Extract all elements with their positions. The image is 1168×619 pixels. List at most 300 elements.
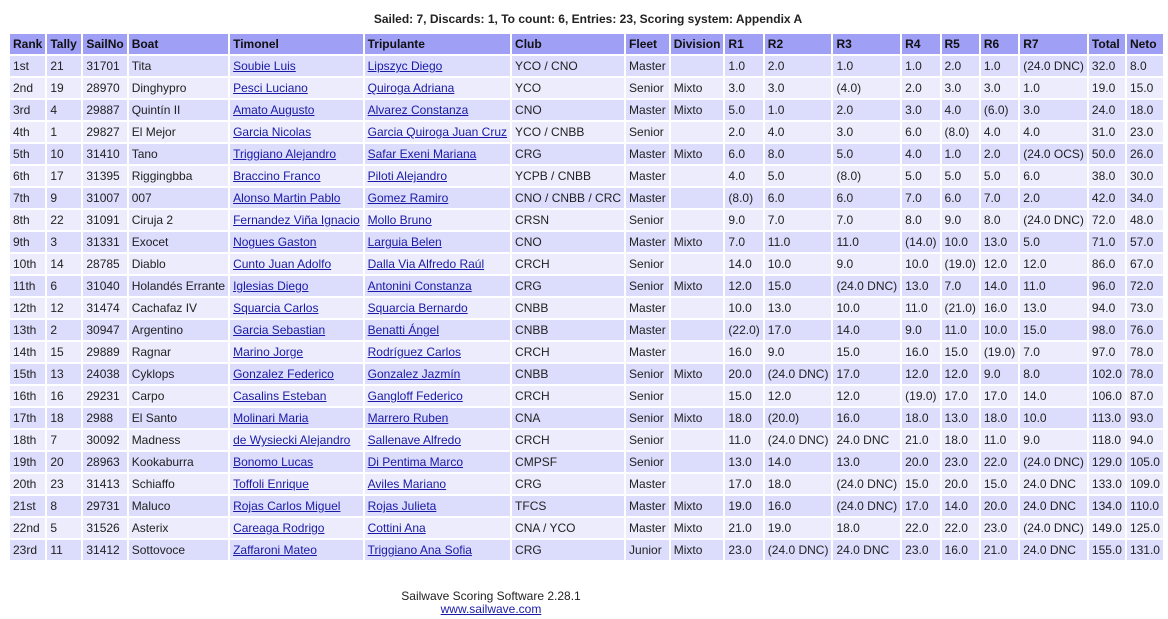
cell-r4: 6.0 (902, 122, 939, 142)
crew-link[interactable]: Mollo Bruno (367, 213, 432, 227)
helm-link[interactable]: Garcia Nicolas (233, 125, 312, 139)
cell-r2: 16.0 (765, 496, 832, 516)
cell-total: 133.0 (1089, 474, 1125, 494)
cell-neto: 109.0 (1127, 474, 1163, 494)
cell-boat: Schiaffo (129, 474, 228, 494)
cell-r2: (24.0 DNC) (765, 540, 832, 560)
cell-fleet: Master (626, 474, 669, 494)
table-row (10, 122, 1163, 142)
cell-rank: 21st (10, 496, 45, 516)
helm-link[interactable]: Zaffaroni Mateo (233, 543, 317, 557)
crew-link[interactable]: Benatti Ángel (367, 323, 440, 337)
cell-r5: 5.0 (942, 166, 979, 186)
helm-link[interactable]: Bonomo Lucas (233, 455, 314, 469)
cell-r7: (24.0 DNC) (1020, 518, 1087, 538)
cell-club: YCO / CNO (512, 56, 624, 76)
cell-r5: 14.0 (942, 496, 979, 516)
column-header-sailno: SailNo (83, 34, 126, 54)
cell-neto: 93.0 (1127, 408, 1163, 428)
crew-link[interactable]: Antonini Constanza (367, 279, 472, 293)
cell-r4: 7.0 (902, 188, 939, 208)
cell-r3: 15.0 (833, 342, 900, 362)
cell-r6: 9.0 (981, 364, 1018, 384)
column-header-total: Total (1089, 34, 1125, 54)
cell-timonel (230, 56, 363, 76)
cell-club: CNO / CNBB / CRC (512, 188, 624, 208)
cell-fleet: Senior (626, 254, 669, 274)
cell-r3: 24.0 DNC (833, 540, 900, 560)
cell-boat: 007 (129, 188, 228, 208)
cell-r6: 14.0 (981, 276, 1018, 296)
crew-link[interactable]: Larguia Belen (367, 235, 442, 249)
cell-tripulante (365, 364, 510, 384)
cell-r4: (19.0) (902, 386, 939, 406)
cell-neto: 18.0 (1127, 100, 1163, 120)
cell-r4: 4.0 (902, 144, 939, 164)
cell-rank: 10th (10, 254, 45, 274)
cell-r1: 6.0 (725, 144, 762, 164)
cell-tripulante (365, 474, 510, 494)
cell-fleet: Master (626, 496, 669, 516)
cell-r5: (21.0) (942, 298, 979, 318)
cell-r2: 4.0 (765, 122, 832, 142)
cell-neto: 8.0 (1127, 56, 1163, 76)
helm-link[interactable]: Molinari Maria (233, 411, 309, 425)
crew-link[interactable]: Gonzalez Jazmín (367, 367, 461, 381)
cell-sailno: 30947 (83, 320, 126, 340)
cell-r5: 22.0 (942, 518, 979, 538)
cell-sailno: 24038 (83, 364, 126, 384)
cell-rank: 17th (10, 408, 45, 428)
cell-timonel (230, 518, 363, 538)
crew-link[interactable]: Rojas Julieta (367, 499, 437, 513)
cell-rank: 23rd (10, 540, 45, 560)
cell-tripulante (365, 122, 510, 142)
cell-r2: 13.0 (765, 298, 832, 318)
cell-r4: 10.0 (902, 254, 939, 274)
cell-r1: 14.0 (725, 254, 762, 274)
cell-total: 98.0 (1089, 320, 1125, 340)
cell-r1: 4.0 (725, 166, 762, 186)
cell-r6: 7.0 (981, 188, 1018, 208)
cell-sailno: 31007 (83, 188, 126, 208)
cell-r2: 1.0 (765, 100, 832, 120)
cell-tally: 13 (47, 364, 81, 384)
crew-link[interactable]: Dalla Via Alfredo Raúl (367, 257, 485, 271)
helm-link[interactable]: Gonzalez Federico (233, 367, 334, 381)
cell-r7: 12.0 (1020, 254, 1087, 274)
header-row (10, 34, 1163, 54)
crew-link[interactable]: Aviles Mariano (367, 477, 447, 491)
cell-boat: Cyklops (129, 364, 228, 384)
table-row (10, 386, 1163, 406)
cell-r3: 16.0 (833, 408, 900, 428)
cell-tripulante (365, 408, 510, 428)
cell-tally: 18 (47, 408, 81, 428)
cell-neto: 30.0 (1127, 166, 1163, 186)
cell-club: CRCH (512, 386, 624, 406)
cell-club: CNA (512, 408, 624, 428)
cell-club: CNBB (512, 364, 624, 384)
cell-boat: Tano (129, 144, 228, 164)
cell-timonel (230, 298, 363, 318)
cell-sailno: 31091 (83, 210, 126, 230)
table-row (10, 188, 1163, 208)
crew-link[interactable]: Gomez Ramiro (367, 191, 449, 205)
table-row (10, 408, 1163, 428)
cell-club: CNBB (512, 298, 624, 318)
cell-rank: 7th (10, 188, 45, 208)
cell-r4: 16.0 (902, 342, 939, 362)
cell-fleet: Senior (626, 122, 669, 142)
crew-link[interactable]: Squarcia Bernardo (367, 301, 468, 315)
crew-link[interactable]: Garcia Quiroga Juan Cruz (367, 125, 508, 139)
cell-sailno: 28785 (83, 254, 126, 274)
cell-tally: 21 (47, 56, 81, 76)
column-header-timonel: Timonel (230, 34, 363, 54)
cell-r2: 8.0 (765, 144, 832, 164)
cell-fleet: Master (626, 56, 669, 76)
cell-r2: (20.0) (765, 408, 832, 428)
cell-division (671, 386, 724, 406)
results-table (8, 32, 1165, 562)
cell-r2: 17.0 (765, 320, 832, 340)
cell-rank: 9th (10, 232, 45, 252)
cell-boat: Exocet (129, 232, 228, 252)
cell-r6: 12.0 (981, 254, 1018, 274)
cell-rank: 11th (10, 276, 45, 296)
cell-neto: 23.0 (1127, 122, 1163, 142)
cell-r3: (24.0 DNC) (833, 496, 900, 516)
cell-r5: 6.0 (942, 188, 979, 208)
helm-link[interactable]: Squarcia Carlos (233, 301, 319, 315)
cell-total: 71.0 (1089, 232, 1125, 252)
cell-division (671, 298, 724, 318)
cell-boat: El Santo (129, 408, 228, 428)
cell-r4: 3.0 (902, 100, 939, 120)
cell-tally: 8 (47, 496, 81, 516)
cell-r4: 9.0 (902, 320, 939, 340)
column-header-tally: Tally (47, 34, 81, 54)
cell-division: Mixto (671, 100, 724, 120)
cell-r1: 13.0 (725, 452, 762, 472)
helm-link[interactable]: Fernandez Viña Ignacio (233, 213, 360, 227)
cell-tally: 17 (47, 166, 81, 186)
table-row (10, 496, 1163, 516)
cell-r6: (6.0) (981, 100, 1018, 120)
helm-link[interactable]: Soubie Luis (233, 59, 296, 73)
cell-division: Mixto (671, 144, 724, 164)
cell-r7: (24.0 DNC) (1020, 56, 1087, 76)
crew-link[interactable]: Piloti Alejandro (367, 169, 448, 183)
helm-link[interactable]: Toffoli Enrique (233, 477, 309, 491)
cell-r1: 23.0 (725, 540, 762, 560)
helm-link[interactable]: Nogues Gaston (233, 235, 317, 249)
cell-r1: (8.0) (725, 188, 762, 208)
cell-neto: 87.0 (1127, 386, 1163, 406)
cell-neto: 110.0 (1127, 496, 1163, 516)
crew-link[interactable]: Marrero Ruben (367, 411, 449, 425)
cell-boat: Quintín II (129, 100, 228, 120)
cell-tally: 23 (47, 474, 81, 494)
cell-r5: (19.0) (942, 254, 979, 274)
cell-r2: 10.0 (765, 254, 832, 274)
cell-r1: 10.0 (725, 298, 762, 318)
crew-link[interactable]: Gangloff Federico (367, 389, 463, 403)
cell-r7: 6.0 (1020, 166, 1087, 186)
cell-division (671, 166, 724, 186)
cell-r4: 20.0 (902, 452, 939, 472)
cell-club: CRG (512, 540, 624, 560)
cell-tally: 16 (47, 386, 81, 406)
cell-r6: 22.0 (981, 452, 1018, 472)
cell-r6: 1.0 (981, 56, 1018, 76)
cell-r4: (14.0) (902, 232, 939, 252)
cell-total: 72.0 (1089, 210, 1125, 230)
helm-link[interactable]: Alonso Martin Pablo (233, 191, 341, 205)
helm-link[interactable]: Iglesias Diego (233, 279, 309, 293)
cell-neto: 48.0 (1127, 210, 1163, 230)
cell-sailno: 29887 (83, 100, 126, 120)
cell-total: 94.0 (1089, 298, 1125, 318)
helm-link[interactable]: de Wysiecki Alejandro (233, 433, 351, 447)
table-row (10, 298, 1163, 318)
table-row (10, 144, 1163, 164)
table-row (10, 100, 1163, 120)
cell-timonel (230, 408, 363, 428)
crew-link[interactable]: Cottini Ana (367, 521, 426, 535)
cell-timonel (230, 276, 363, 296)
sailwave-link[interactable]: www.sailwave.com (440, 602, 542, 616)
table-row (10, 78, 1163, 98)
column-header-r5: R5 (942, 34, 979, 54)
cell-tripulante (365, 298, 510, 318)
table-row (10, 56, 1163, 76)
cell-r6: 2.0 (981, 144, 1018, 164)
cell-fleet: Master (626, 188, 669, 208)
cell-timonel (230, 474, 363, 494)
table-row (10, 540, 1163, 560)
cell-total: 97.0 (1089, 342, 1125, 362)
cell-tripulante (365, 254, 510, 274)
helm-link[interactable]: Amato Augusto (233, 103, 315, 117)
cell-neto: 15.0 (1127, 78, 1163, 98)
cell-tripulante (365, 430, 510, 450)
column-header-r2: R2 (765, 34, 832, 54)
cell-fleet: Senior (626, 408, 669, 428)
cell-total: 86.0 (1089, 254, 1125, 274)
cell-r2: 2.0 (765, 56, 832, 76)
cell-total: 106.0 (1089, 386, 1125, 406)
cell-r7: 11.0 (1020, 276, 1087, 296)
cell-r3: (24.0 DNC) (833, 276, 900, 296)
table-row (10, 254, 1163, 274)
cell-club: CRG (512, 474, 624, 494)
cell-tripulante (365, 496, 510, 516)
cell-fleet: Junior (626, 540, 669, 560)
cell-neto: 94.0 (1127, 430, 1163, 450)
cell-r1: 3.0 (725, 78, 762, 98)
cell-timonel (230, 430, 363, 450)
table-row (10, 430, 1163, 450)
column-header-r1: R1 (725, 34, 762, 54)
cell-r5: 18.0 (942, 430, 979, 450)
cell-boat: Riggingbba (129, 166, 228, 186)
cell-r7: (24.0 DNC) (1020, 452, 1087, 472)
footer (0, 590, 982, 616)
cell-r7: 24.0 DNC (1020, 474, 1087, 494)
cell-sailno: 31040 (83, 276, 126, 296)
cell-division: Mixto (671, 518, 724, 538)
cell-division (671, 320, 724, 340)
cell-boat: Cachafaz IV (129, 298, 228, 318)
cell-rank: 5th (10, 144, 45, 164)
cell-r6: 20.0 (981, 496, 1018, 516)
column-header-r7: R7 (1020, 34, 1087, 54)
crew-link[interactable]: Sallenave Alfredo (367, 433, 462, 447)
cell-r7: 24.0 DNC (1020, 540, 1087, 560)
cell-rank: 22nd (10, 518, 45, 538)
cell-neto: 105.0 (1127, 452, 1163, 472)
crew-link[interactable]: Safar Exeni Mariana (367, 147, 477, 161)
cell-total: 32.0 (1089, 56, 1125, 76)
cell-division (671, 430, 724, 450)
cell-tripulante (365, 188, 510, 208)
cell-r6: 23.0 (981, 518, 1018, 538)
cell-club: CRCH (512, 342, 624, 362)
cell-r2: 19.0 (765, 518, 832, 538)
crew-link[interactable]: Rodríguez Carlos (367, 345, 461, 359)
cell-neto: 72.0 (1127, 276, 1163, 296)
cell-r4: 1.0 (902, 56, 939, 76)
cell-r6: 10.0 (981, 320, 1018, 340)
cell-r4: 2.0 (902, 78, 939, 98)
cell-boat: Ragnar (129, 342, 228, 362)
cell-sailno: 30092 (83, 430, 126, 450)
cell-fleet: Senior (626, 452, 669, 472)
cell-r5: 3.0 (942, 78, 979, 98)
crew-link[interactable]: Alvarez Constanza (367, 103, 469, 117)
cell-r6: 13.0 (981, 232, 1018, 252)
cell-tripulante (365, 232, 510, 252)
cell-r7: (24.0 OCS) (1020, 144, 1087, 164)
cell-fleet: Master (626, 232, 669, 252)
cell-sailno: 31395 (83, 166, 126, 186)
cell-division (671, 188, 724, 208)
cell-tripulante (365, 144, 510, 164)
helm-link[interactable]: Triggiano Alejandro (233, 147, 337, 161)
cell-boat: Holandés Errante (129, 276, 228, 296)
cell-boat: El Mejor (129, 122, 228, 142)
cell-r3: (4.0) (833, 78, 900, 98)
cell-rank: 18th (10, 430, 45, 450)
cell-timonel (230, 78, 363, 98)
column-header-tripulante: Tripulante (365, 34, 510, 54)
cell-fleet: Senior (626, 78, 669, 98)
cell-sailno: 31412 (83, 540, 126, 560)
cell-r1: 11.0 (725, 430, 762, 450)
cell-neto: 73.0 (1127, 298, 1163, 318)
cell-fleet: Master (626, 100, 669, 120)
helm-link[interactable]: Careaga Rodrigo (233, 521, 325, 535)
column-header-r6: R6 (981, 34, 1018, 54)
cell-tally: 6 (47, 276, 81, 296)
helm-link[interactable]: Garcia Sebastian (233, 323, 326, 337)
cell-r4: 17.0 (902, 496, 939, 516)
cell-club: CRSN (512, 210, 624, 230)
cell-r3: 13.0 (833, 452, 900, 472)
cell-tripulante (365, 342, 510, 362)
crew-link[interactable]: Triggiano Ana Sofia (367, 543, 472, 557)
cell-fleet: Master (626, 342, 669, 362)
column-header-fleet: Fleet (626, 34, 669, 54)
cell-r7: 13.0 (1020, 298, 1087, 318)
cell-r2: 7.0 (765, 210, 832, 230)
cell-total: 19.0 (1089, 78, 1125, 98)
helm-link[interactable]: Braccino Franco (233, 169, 321, 183)
cell-tally: 14 (47, 254, 81, 274)
cell-tripulante (365, 386, 510, 406)
cell-neto: 67.0 (1127, 254, 1163, 274)
cell-club: CNO (512, 100, 624, 120)
crew-link[interactable]: Lipszyc Diego (367, 59, 443, 73)
cell-total: 134.0 (1089, 496, 1125, 516)
cell-r1: 19.0 (725, 496, 762, 516)
cell-boat: Diablo (129, 254, 228, 274)
cell-r5: 4.0 (942, 100, 979, 120)
crew-link[interactable]: Quiroga Adriana (367, 81, 455, 95)
cell-timonel (230, 386, 363, 406)
cell-club: YCPB / CNBB (512, 166, 624, 186)
cell-club: YCO (512, 78, 624, 98)
cell-r3: 3.0 (833, 122, 900, 142)
cell-tally: 12 (47, 298, 81, 318)
cell-division: Mixto (671, 78, 724, 98)
crew-link[interactable]: Di Pentima Marco (367, 455, 463, 469)
helm-link[interactable]: Casalins Esteban (233, 389, 327, 403)
cell-fleet: Senior (626, 276, 669, 296)
cell-club: YCO / CNBB (512, 122, 624, 142)
helm-link[interactable]: Marino Jorge (233, 345, 304, 359)
cell-tally: 7 (47, 430, 81, 450)
helm-link[interactable]: Rojas Carlos Miguel (233, 499, 341, 513)
cell-r1: 1.0 (725, 56, 762, 76)
cell-division: Mixto (671, 408, 724, 428)
cell-timonel (230, 540, 363, 560)
helm-link[interactable]: Pesci Luciano (233, 81, 308, 95)
cell-division (671, 56, 724, 76)
table-row (10, 210, 1163, 230)
cell-timonel (230, 496, 363, 516)
cell-fleet: Senior (626, 364, 669, 384)
cell-division (671, 122, 724, 142)
cell-boat: Ciruja 2 (129, 210, 228, 230)
cell-sailno: 28963 (83, 452, 126, 472)
cell-boat: Madness (129, 430, 228, 450)
cell-total: 42.0 (1089, 188, 1125, 208)
cell-sailno: 31474 (83, 298, 126, 318)
results-summary: Sailed: 7, Discards: 1, To count: 6, Entries: 23, Scoring system: Appendix A (373, 12, 803, 26)
cell-boat: Tita (129, 56, 228, 76)
cell-tripulante (365, 56, 510, 76)
cell-tally: 20 (47, 452, 81, 472)
cell-neto: 78.0 (1127, 342, 1163, 362)
helm-link[interactable]: Cunto Juan Adolfo (233, 257, 332, 271)
cell-sailno: 31331 (83, 232, 126, 252)
cell-r1: 12.0 (725, 276, 762, 296)
table-row (10, 518, 1163, 538)
cell-boat: Argentino (129, 320, 228, 340)
